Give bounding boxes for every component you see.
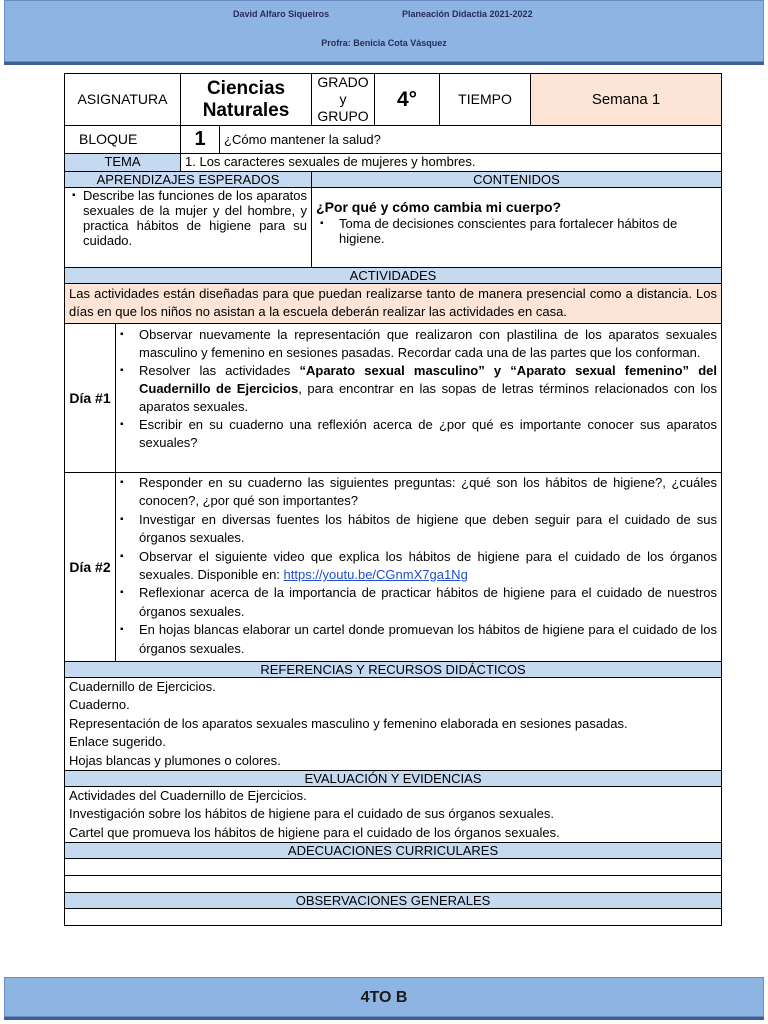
observations-header-row (65, 893, 722, 909)
theme-row (65, 154, 722, 172)
header-banner (4, 0, 764, 62)
observations-cell (65, 909, 722, 926)
subject-value: Ciencias Naturales (181, 74, 312, 126)
learning-cell (65, 188, 312, 268)
group-label: 4TO B (360, 989, 408, 1006)
teacher-name: Profra: Benicia Cota Vásquez (321, 38, 447, 48)
block-label: BLOQUE (65, 126, 181, 154)
adaptations-header-row (65, 843, 722, 859)
contents-header: CONTENIDOS (312, 172, 722, 188)
spacer-cell (65, 876, 722, 893)
day1-item: ▪ Observar nuevamente la representación que realizaron con plastilina de los aparatos sexuales masculino y femenino en sesiones pasadas. Recordar cada una de las partes que los conforman. (116, 326, 717, 362)
day2-item: ▪ Observar el siguiente video que explica los hábitos de higiene para el cuidado de los órganos sexuales. Disponible en: https://youtu.be/CGnmX7ga1Ng (116, 548, 717, 585)
reference-item: Cuaderno. (69, 697, 130, 713)
observations-row (65, 909, 722, 926)
learning-contents-header-row (65, 172, 722, 188)
day1-label: Día #1 (65, 324, 116, 473)
theme-label: TEMA (65, 154, 181, 172)
day2-item: ▪ En hojas blancas elaborar un cartel donde promuevan los hábitos de higiene para el cuidado de los órganos sexuales. (116, 621, 717, 658)
time-label: TIEMPO (440, 74, 531, 126)
learning-text: ▪ Describe las funciones de los aparatos sexuales de la mujer y del hombre, y practica hábitos de higiene para su cuidado. (71, 188, 307, 248)
plan-title: Planeación Didactia 2021-2022 (402, 9, 533, 19)
activities-header-row (65, 268, 722, 284)
evaluation-header: EVALUACIÓN Y EVIDENCIAS (65, 771, 722, 787)
time-value-cell (531, 74, 722, 126)
subject-label: ASIGNATURA (65, 74, 181, 126)
learning-header: APRENDIZAJES ESPERADOS (65, 172, 312, 188)
contents-cell (312, 188, 722, 268)
day2-item: ▪ Investigar en diversas fuentes los hábitos de higiene que deben seguir para el cuidado de sus órganos sexuales. (116, 511, 717, 548)
day2-item: ▪ Reflexionar acerca de la importancia de practicar hábitos de higiene para el cuidado de nuestros órganos sexuales. (116, 584, 717, 621)
info-row (65, 74, 722, 126)
contents-question: ¿Por qué y cómo cambia mi cuerpo? (316, 199, 562, 215)
day1-row (65, 324, 722, 473)
adaptations-row (65, 859, 722, 876)
reference-item: Hojas blancas y plumones o colores. (69, 752, 281, 768)
evaluation-item: Actividades del Cuadernillo de Ejercicios. (69, 788, 307, 804)
day1-item: ▪ Resolver las actividades “Aparato sexual masculino” y “Aparato sexual femenino” del Cuadernillo de Ejercicios, para encontrar en las sopas de letras términos relacionados con los aparatos sexuales. (116, 362, 717, 416)
block-number: 1 (181, 126, 220, 154)
block-row (65, 126, 722, 154)
day2-row (65, 473, 722, 662)
evaluation-header-row (65, 771, 722, 787)
day1-item: ▪ Escribir en su cuaderno una reflexión acerca de ¿por qué es importante conocer sus aparatos sexuales? (116, 416, 717, 452)
references-row (65, 678, 722, 771)
contents-item: ▪ Toma de decisiones conscientes para fortalecer hábitos de higiene. (316, 216, 717, 246)
activities-note-row (65, 284, 722, 324)
grade-label: GRADO y GRUPO (312, 74, 375, 126)
author-name: David Alfaro Siqueiros (233, 9, 330, 19)
adaptations-header: ADECUACIONES CURRICULARES (65, 843, 722, 859)
references-list (65, 678, 722, 771)
spacer-row (65, 876, 722, 893)
evaluation-item: Investigación sobre los hábitos de higiene para el cuidado de sus órganos sexuales. (69, 806, 554, 822)
activities-header: ACTIVIDADES (65, 268, 722, 284)
video-link[interactable]: https://youtu.be/CGnmX7ga1Ng (283, 567, 468, 583)
footer-banner (4, 977, 764, 1017)
block-title: ¿Cómo mantener la salud? (220, 126, 722, 154)
evaluation-item: Cartel que promueva los hábitos de higiene para el cuidado de los órganos sexuales. (69, 824, 560, 840)
day2-label: Día #2 (65, 473, 116, 662)
evaluation-row (65, 787, 722, 843)
planning-table (64, 73, 722, 926)
activities-note: Las actividades están diseñadas para que puedan realizarse tanto de manera presencial como a distancia. Los días en que los niños no asistan a la escuela deberán realizar las actividades en casa. (65, 284, 722, 324)
learning-contents-row (65, 188, 722, 268)
theme-value: 1. Los caracteres sexuales de mujeres y hombres. (181, 154, 722, 172)
reference-item: Representación de los aparatos sexuales masculino y femenino elaborada en sesiones pasadas. (69, 715, 628, 731)
day2-item: ▪ Responder en su cuaderno las siguientes preguntas: ¿qué son los hábitos de higiene?, ¿cuáles conocen?, ¿por qué son importantes? (116, 474, 717, 511)
day1-activities (116, 324, 722, 473)
adaptations-cell (65, 859, 722, 876)
reference-item: Enlace sugerido. (69, 734, 166, 750)
observations-header: OBSERVACIONES GENERALES (65, 893, 722, 909)
time-value: Semana 1 (591, 91, 661, 108)
evaluation-list (65, 787, 722, 843)
day2-activities (116, 473, 722, 662)
grade-value: 4° (375, 74, 440, 126)
workbook-activity-title: “Aparato sexual masculino” y “Aparato sexual femenino” del Cuadernillo de Ejercicios (139, 363, 717, 396)
reference-item: Cuadernillo de Ejercicios. (69, 679, 216, 694)
references-header-row (65, 662, 722, 678)
references-header: REFERENCIAS Y RECURSOS DIDÁCTICOS (65, 662, 722, 678)
